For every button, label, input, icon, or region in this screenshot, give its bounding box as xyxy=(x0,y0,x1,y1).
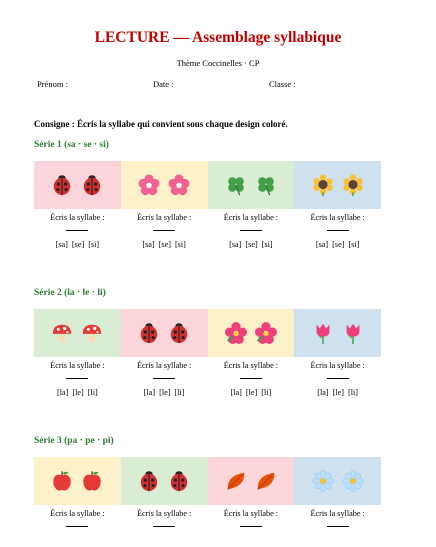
syllable-options xyxy=(208,387,295,398)
syllable-options xyxy=(34,387,121,398)
write-label: Écris la syllabe : xyxy=(310,361,365,370)
answer-block xyxy=(121,360,208,398)
answer-block xyxy=(208,360,295,398)
answer-line xyxy=(240,526,262,527)
syllable-option: [le] xyxy=(159,388,171,397)
answer-line xyxy=(66,230,88,231)
answer-line xyxy=(153,378,175,379)
answer-line xyxy=(327,378,349,379)
pink-flower-icon xyxy=(138,174,160,196)
picture-cell xyxy=(34,309,121,357)
picture-cell xyxy=(208,161,295,209)
write-label: Écris la syllabe : xyxy=(136,213,192,222)
date-field: Date : xyxy=(153,79,174,89)
picture-cell xyxy=(294,309,381,357)
apple-icon xyxy=(81,470,103,492)
answer-line xyxy=(153,230,175,231)
answer-block xyxy=(208,508,295,527)
answer-block xyxy=(34,360,121,398)
tulip-icon xyxy=(342,322,364,344)
syllable-option: [sa] xyxy=(315,240,329,249)
syllable-option: [se] xyxy=(71,240,85,249)
answer-block xyxy=(208,212,295,250)
syllable-option: [li] xyxy=(347,388,358,397)
write-label: Écris la syllabe : xyxy=(50,361,105,370)
picture-cell xyxy=(34,161,121,209)
syllable-option: [la] xyxy=(317,388,329,397)
ladybug-icon xyxy=(81,174,103,196)
tulip-icon xyxy=(312,322,334,344)
syllable-options xyxy=(34,239,121,250)
answer-block xyxy=(34,212,121,250)
answer-block xyxy=(34,508,121,527)
prenom-field: Prénom : xyxy=(37,79,68,89)
series-3-title: Série 3 (pa · pe · pi) xyxy=(34,436,114,446)
clover-icon xyxy=(255,174,277,196)
answer-block xyxy=(294,212,381,250)
answer-line xyxy=(240,230,262,231)
ladybug-icon xyxy=(138,470,160,492)
ladybug-icon xyxy=(168,470,190,492)
write-label: Écris la syllabe : xyxy=(223,509,279,518)
syllable-option: [la] xyxy=(56,388,69,397)
mushroom-icon xyxy=(81,322,103,344)
syllable-option: [la] xyxy=(230,388,242,397)
series-2-strip xyxy=(34,309,381,357)
hibiscus-icon xyxy=(255,322,277,344)
picture-cell xyxy=(208,309,295,357)
picture-cell xyxy=(121,457,208,505)
syllable-option: [se] xyxy=(332,240,345,249)
classe-field: Classe : xyxy=(269,79,296,89)
ladybug-icon xyxy=(138,322,160,344)
picture-cell xyxy=(121,161,208,209)
syllable-option: [sa] xyxy=(142,240,155,249)
daisy-icon xyxy=(342,470,364,492)
series-3-answers xyxy=(34,508,381,527)
answer-line xyxy=(327,526,349,527)
ladybug-icon xyxy=(168,322,190,344)
syllable-option: [si] xyxy=(88,240,100,249)
syllable-option: [li] xyxy=(87,388,98,397)
write-label: Écris la syllabe : xyxy=(223,361,279,370)
answer-block xyxy=(294,508,381,527)
write-label: Écris la syllabe : xyxy=(136,361,192,370)
clover-icon xyxy=(225,174,247,196)
ladybug-icon xyxy=(51,174,73,196)
leaf-icon xyxy=(225,470,247,492)
syllable-option: [le] xyxy=(245,388,258,397)
series-1-strip xyxy=(34,161,381,209)
answer-line xyxy=(327,230,349,231)
sunflower-icon xyxy=(342,174,364,196)
page-subtitle: Thème Coccinelles · CP xyxy=(176,58,260,68)
picture-cell xyxy=(121,309,208,357)
picture-cell xyxy=(294,161,381,209)
answer-line xyxy=(66,378,88,379)
series-3-strip xyxy=(34,457,381,505)
series-1-title: Série 1 (sa · se · si) xyxy=(34,140,109,150)
sunflower-icon xyxy=(312,174,334,196)
syllable-option: [li] xyxy=(261,388,272,397)
write-label: Écris la syllabe : xyxy=(50,213,105,222)
picture-cell xyxy=(294,457,381,505)
syllable-options xyxy=(121,239,208,250)
syllable-options xyxy=(294,239,381,250)
syllable-option: [li] xyxy=(174,388,185,397)
apple-icon xyxy=(51,470,73,492)
leaf-icon xyxy=(255,470,277,492)
page-title: LECTURE — Assemblage syllabique xyxy=(94,29,342,46)
syllable-option: [le] xyxy=(332,388,344,397)
answer-line xyxy=(66,526,88,527)
instructions: Consigne : Écris la syllabe qui convient sous chaque design coloré. xyxy=(34,119,288,129)
pink-flower-icon xyxy=(168,174,190,196)
mushroom-icon xyxy=(51,322,73,344)
syllable-option: [sa] xyxy=(229,240,242,249)
syllable-option: [si] xyxy=(261,240,273,249)
syllable-option: [la] xyxy=(143,388,156,397)
syllable-option: [si] xyxy=(348,240,360,249)
answer-block xyxy=(121,212,208,250)
write-label: Écris la syllabe : xyxy=(310,213,365,222)
syllable-option: [se] xyxy=(158,240,171,249)
series-2-answers xyxy=(34,360,381,398)
syllable-options xyxy=(294,387,381,398)
write-label: Écris la syllabe : xyxy=(136,509,192,518)
write-label: Écris la syllabe : xyxy=(310,509,365,518)
series-1-answers xyxy=(34,212,381,250)
syllable-options xyxy=(208,239,295,250)
daisy-icon xyxy=(312,470,334,492)
series-2-title: Série 2 (la · le · li) xyxy=(34,288,106,298)
syllable-option: [sa] xyxy=(55,240,68,249)
answer-line xyxy=(240,378,262,379)
hibiscus-icon xyxy=(225,322,247,344)
write-label: Écris la syllabe : xyxy=(50,509,105,518)
syllable-option: [si] xyxy=(174,240,186,249)
syllable-option: [se] xyxy=(245,240,258,249)
syllable-option: [le] xyxy=(72,388,84,397)
answer-block xyxy=(121,508,208,527)
answer-block xyxy=(294,360,381,398)
write-label: Écris la syllabe : xyxy=(223,213,279,222)
syllable-options xyxy=(121,387,208,398)
answer-line xyxy=(153,526,175,527)
picture-cell xyxy=(34,457,121,505)
picture-cell xyxy=(208,457,295,505)
